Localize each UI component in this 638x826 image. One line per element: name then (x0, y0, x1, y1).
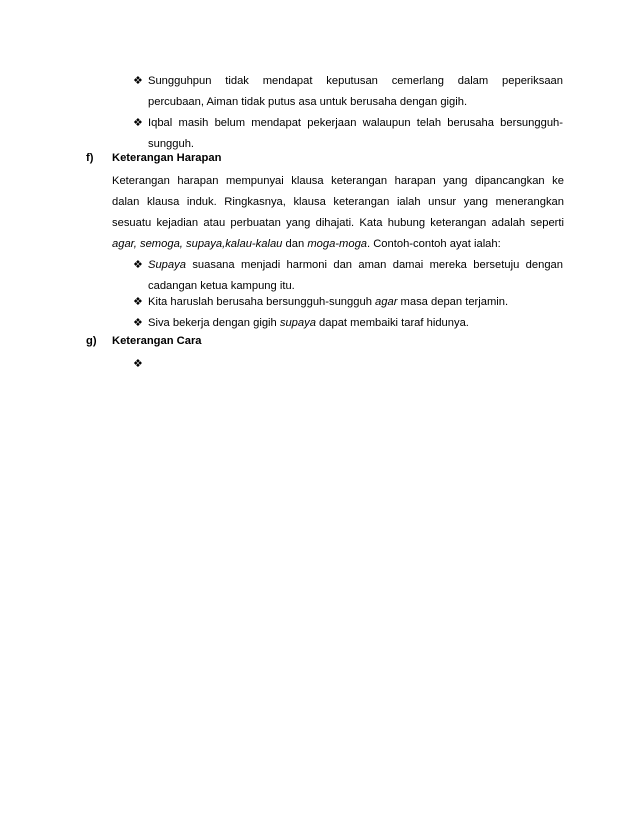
example-text: suasana menjadi harmoni dan aman damai mereka bersetuju dengan (185, 259, 563, 271)
section-title: Keterangan Harapan (112, 152, 222, 164)
section-letter: f) (86, 152, 94, 164)
section-f-paragraph (112, 174, 564, 264)
italic-words: agar, semoga, supaya,kalau-kalau (112, 238, 283, 250)
empty-bullet-item (133, 357, 563, 373)
italic-word: supaya (279, 317, 316, 329)
diamond-bullet-icon: ❖ (133, 295, 143, 308)
section-title: Keterangan Cara (112, 335, 202, 347)
example-item (133, 295, 563, 311)
example-line (148, 295, 508, 309)
trailing-text: . Contoh-contoh ayat ialah: (367, 238, 501, 250)
connector-text: dan (282, 238, 308, 250)
bullet-line: sungguh. (148, 138, 195, 150)
section-letter: g) (86, 335, 97, 347)
bullet-line: percubaan, Aiman tidak putus asa untuk berusaha dengan gigih. (148, 96, 468, 108)
italic-word: agar (375, 296, 398, 308)
bullet-item (133, 74, 563, 108)
example-line (148, 316, 469, 330)
bullet-item (133, 116, 563, 150)
paragraph-line: sesuatu kejadian atau perbuatan yang dihajati. Kata hubung keterangan adalah seperti (112, 217, 564, 229)
italic-word: Supaya (148, 259, 186, 271)
example-item (133, 258, 563, 292)
example-text: Siva bekerja dengan gigih (148, 317, 280, 329)
diamond-bullet-icon: ❖ (133, 258, 143, 271)
example-line: cadangan ketua kampung itu. (148, 280, 295, 292)
example-text: masa depan terjamin. (397, 296, 509, 308)
paragraph-line (112, 237, 564, 251)
diamond-bullet-icon: ❖ (133, 357, 143, 370)
bullet-line: Sungguhpun tidak mendapat keputusan cemerlang dalam peperiksaan (148, 75, 563, 87)
example-text: Kita haruslah berusaha bersungguh-sungguh (148, 296, 376, 308)
paragraph-line: dalan klausa induk. Ringkasnya, klausa keterangan ialah unsur yang menerangkan (112, 196, 564, 208)
example-line (148, 258, 563, 272)
diamond-bullet-icon: ❖ (133, 116, 143, 129)
paragraph-line: Keterangan harapan mempunyai klausa keterangan harapan yang dipancangkan ke (112, 175, 564, 187)
diamond-bullet-icon: ❖ (133, 74, 143, 87)
bullet-line: Iqbal masih belum mendapat pekerjaan walaupun telah berusaha bersungguh- (148, 117, 563, 129)
diamond-bullet-icon: ❖ (133, 316, 143, 329)
example-text: dapat membaiki taraf hidunya. (315, 317, 469, 329)
example-item (133, 316, 563, 332)
italic-word: moga-moga (307, 238, 368, 250)
